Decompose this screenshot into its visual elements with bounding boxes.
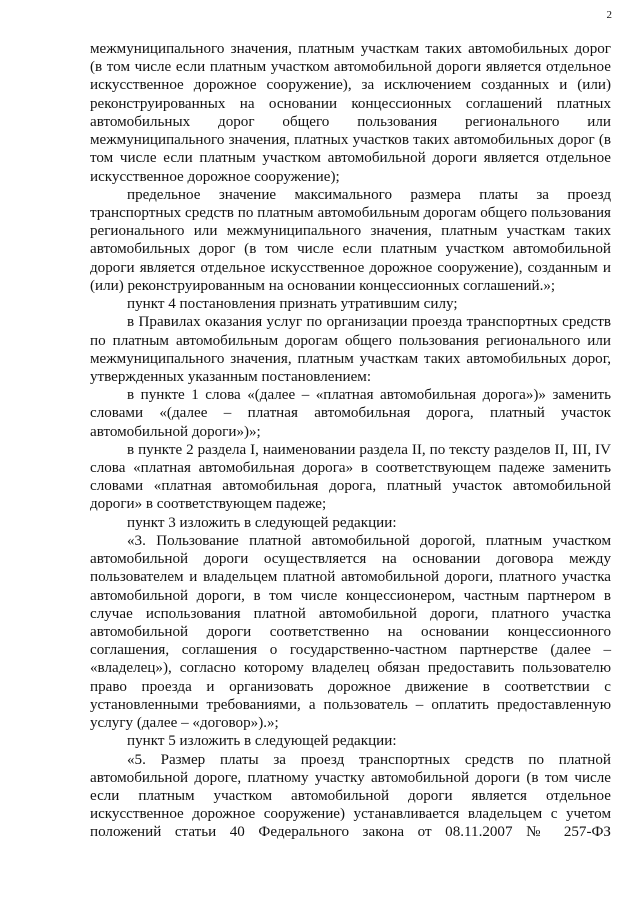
paragraph-4: в Правилах оказания услуг по организации проезда транспортных средств по платным автомобильным дорогам общего пользования регионального или межмуниципального значения, платным участкам таких автомобильных дорог, утвержденных указанным постановлением: xyxy=(90,314,611,385)
paragraph-7: пункт 3 изложить в следующей редакции: xyxy=(127,514,397,531)
paragraph-10: «5. Размер платы за проезд транспортных средств по платной автомобильной дороге, платному участку автомобильной дороги (в том числе если платным участком автомобильной дороги является отдельное искусственное дорожное сооружение) устанавливается владельцем с учетом положений статьи 40 Федерального закона от 08.11.2007 № 257-ФЗ xyxy=(90,751,611,841)
paragraph-6: в пункте 2 раздела I, наименовании раздела II, по тексту разделов II, III, IV слова «платная автомобильная дорога» в соответствующем падеже заменить словами «платная автомобильная дорога, платный участок автомобильной дороги» в соответствующем падеже; xyxy=(90,441,611,513)
document-body xyxy=(90,40,611,842)
paragraph-1: межмуниципального значения, платным участкам таких автомобильных дорог (в том числе если платным участком автомобильной дороги является отдельное искусственное дорожное сооружение), за исключением созданных и (или) реконструированных на основании концессионных соглашений платных автомобильных дорог общего пользования регионального или межмуниципального значения, платных участков таких автомобильных дорог (в том числе если платным участком автомобильной дороги является отдельное искусственное дорожное сооружение); xyxy=(90,41,611,185)
page-number: 2 xyxy=(606,9,612,21)
paragraph-5: в пункте 1 слова «(далее – «платная автомобильная дорога»)» заменить словами «(далее – платная автомобильная дорога, платный участок автомобильной дороги»)»; xyxy=(90,387,611,440)
paragraph-3: пункт 4 постановления признать утратившим силу; xyxy=(127,296,458,313)
paragraph-2: предельное значение максимального размера платы за проезд транспортных средств по платным автомобильным дорогам общего пользования регионального или межмуниципального значения, платным участкам таких автомобильных дорог (в том числе если платным участком автомобильной дороги является отдельное искусственное дорожное сооружение), созданным и (или) реконструированным на основании концессионных соглашений.»; xyxy=(90,186,611,294)
paragraph-8: «3. Пользование платной автомобильной дорогой, платным участком автомобильной дороги осуществляется на основании договора между пользователем и владельцем платной автомобильной дороги, платного участка автомобильной дороги, в том числе концессионером, частным партнером в случае использования платной автомобильной дороги, платного участка автомобильной дороги соответственно на основании концессионного соглашения, соглашения о государственно-частном партнерстве (далее – «владелец»), согласно которому владелец обязан предоставить пользователю право проезда и организовать дорожное движение в соответствии с установленными требованиями, а пользователь – оплатить предоставленную услугу (далее – «договор»).»; xyxy=(90,532,611,732)
paragraph-9: пункт 5 изложить в следующей редакции: xyxy=(127,733,397,750)
